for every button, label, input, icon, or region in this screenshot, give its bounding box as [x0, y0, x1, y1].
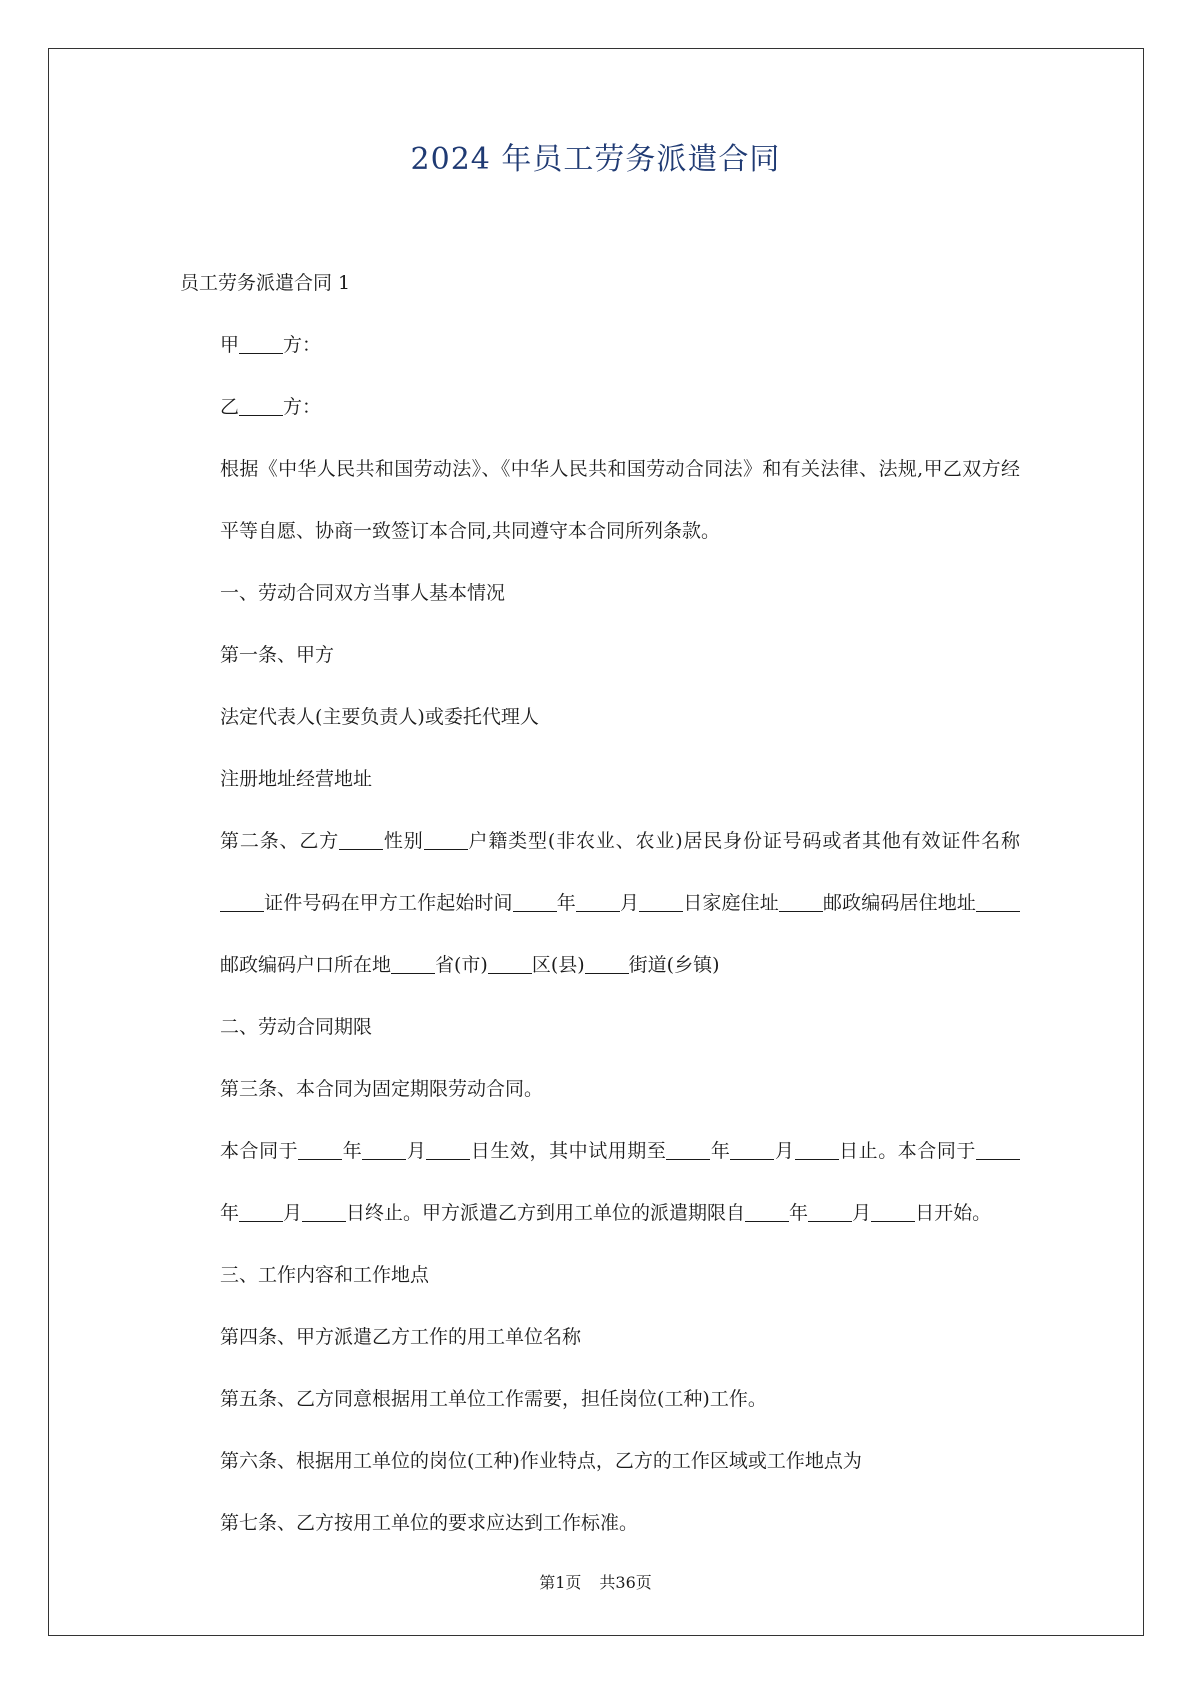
term-part: 日开始。 [915, 1202, 992, 1224]
article-2-part: 邮政编码户口所在地 [220, 954, 392, 976]
term-part: 年 [789, 1202, 809, 1224]
blank-field [808, 1202, 852, 1222]
article-2-part: 第二条、乙方 [220, 830, 340, 852]
party-a-prefix: 甲 [220, 334, 240, 356]
term-part: 年 [342, 1140, 363, 1162]
term-part: 日终止。甲方派遣乙方到用工单位的派遣期限自 [346, 1202, 746, 1224]
article-3: 第三条、本合同为固定期限劳动合同。 [220, 1078, 544, 1100]
party-b-prefix: 乙 [220, 396, 240, 418]
blank-field [488, 954, 532, 974]
party-b-line [180, 376, 1020, 438]
blank-field [976, 892, 1020, 912]
blank-field [795, 1140, 839, 1160]
page-number: 第1页 [539, 1573, 582, 1592]
blank-field [639, 892, 683, 912]
article-5: 第五条、乙方同意根据用工单位工作需要，担任岗位(工种)工作。 [220, 1388, 767, 1410]
article-1: 第一条、甲方 [220, 644, 335, 666]
address-line: 注册地址经营地址 [220, 768, 373, 790]
article-2-part: 邮政编码居住地址 [822, 892, 976, 914]
article-2-part: 年 [556, 892, 576, 914]
term-part: 日止。本合同于 [838, 1140, 976, 1162]
contract-heading: 员工劳务派遣合同 1 [180, 272, 351, 294]
blank-field [871, 1202, 915, 1222]
party-a-suffix: 方： [283, 334, 322, 356]
term-part: 年 [710, 1140, 731, 1162]
document-title: 2024 年员工劳务派遣合同 [410, 142, 781, 177]
article-4: 第四条、甲方派遣乙方工作的用工单位名称 [220, 1326, 582, 1348]
article-2-part: 证件号码在甲方工作起始时间 [264, 892, 513, 914]
term-part: 月 [406, 1140, 427, 1162]
blank-field [585, 954, 629, 974]
blank-field [220, 892, 264, 912]
section-1-heading: 一、劳动合同双方当事人基本情况 [220, 582, 506, 604]
blank-field [730, 1140, 774, 1160]
term-part: 本合同于 [220, 1140, 299, 1162]
blank-field [666, 1140, 710, 1160]
contract-term-paragraph [180, 1120, 1020, 1244]
legal-representative-line: 法定代表人(主要负责人)或委托代理人 [220, 706, 539, 728]
blank-field [426, 1140, 470, 1160]
blank-field [362, 1140, 406, 1160]
article-2-part: 省(市) [435, 954, 488, 976]
term-part: 日生效，其中试用期至 [470, 1140, 667, 1162]
blank-field [513, 892, 557, 912]
blank-field [576, 892, 620, 912]
term-part: 月 [852, 1202, 872, 1224]
preamble-paragraph: 根据《中华人民共和国劳动法》、《中华人民共和国劳动合同法》和有关法律、法规,甲乙双方经平等自愿、协商一致签订本合同,共同遵守本合同所列条款。 [220, 458, 1020, 542]
article-6: 第六条、根据用工单位的岗位(工种)作业特点，乙方的工作区域或工作地点为 [220, 1450, 862, 1472]
article-2-part: 街道(乡镇) [628, 954, 720, 976]
section-2-heading: 二、劳动合同期限 [220, 1016, 373, 1038]
article-2-part: 月 [619, 892, 640, 914]
article-2-part: 日家庭住址 [683, 892, 779, 914]
section-3-heading: 三、工作内容和工作地点 [220, 1264, 430, 1286]
article-2-part: 户籍类型(非农业、农业)居民身份证号码或者其他有效证件名称 [467, 830, 1020, 852]
blank-field [239, 396, 283, 416]
article-7: 第七条、乙方按用工单位的要求应达到工作标准。 [220, 1512, 639, 1534]
term-part: 月 [774, 1140, 795, 1162]
blank-field [745, 1202, 789, 1222]
blank-field [976, 1140, 1020, 1160]
article-2-part: 区(县) [531, 954, 585, 976]
blank-field [298, 1140, 342, 1160]
blank-field [239, 1202, 283, 1222]
term-part: 月 [283, 1202, 303, 1224]
blank-field [424, 830, 468, 850]
page-footer [0, 1572, 1191, 1594]
page-total: 共36页 [599, 1573, 652, 1592]
article-2 [180, 810, 1020, 996]
party-b-suffix: 方： [283, 396, 322, 418]
blank-field [339, 830, 383, 850]
blank-field [302, 1202, 346, 1222]
party-a-line [180, 314, 1020, 376]
blank-field [239, 334, 283, 354]
term-part: 年 [220, 1202, 240, 1224]
blank-field [779, 892, 823, 912]
article-2-part: 性别 [383, 830, 424, 852]
document-body [180, 252, 1020, 1554]
blank-field [391, 954, 435, 974]
